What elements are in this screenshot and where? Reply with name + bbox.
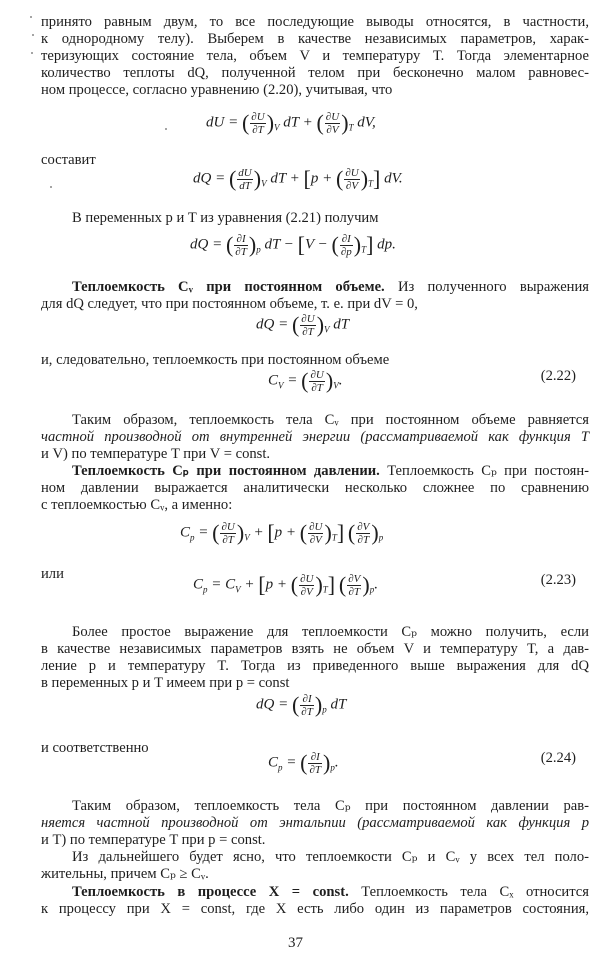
text-line: Из дальнейшего будет ясно, что теплоемкости Cₚ и Cᵥ у всех тел поло-: [72, 849, 589, 865]
scan-speck: [32, 34, 34, 36]
text-line: составит: [41, 152, 96, 168]
text-line: ном давлении выражается аналитически несколько сложнее по сравнению: [41, 480, 589, 496]
text-line: частной производной от внутренней энергии (рассматриваемой как функция T: [41, 429, 589, 445]
text-line: к процессу при X = const, где X есть либо один из параметров состояния,: [41, 901, 589, 917]
text-span: Из полученного выражения: [397, 279, 589, 295]
text-line: Таким образом, теплоемкость тела Cₚ при постоянном давлении рав-: [72, 798, 589, 814]
equation-Cp-3: $C_p$ = ( $\frac{\partial I}{\partial T}$ )$_p$. (2.24): [268, 750, 576, 776]
scan-speck: [31, 52, 33, 54]
text-line: Таким образом, теплоемкость тела Cᵥ при постоянном объеме равняется: [72, 412, 589, 428]
text-line: количество теплоты dQ, полученной телом при бесконечно малом равновес-: [41, 65, 589, 81]
text-line: принято равным двум, то все последующие выводы относятся, в частности,: [41, 14, 589, 30]
text-span: Теплоемкость Cₚ при постоян-: [387, 463, 589, 479]
heading-text: Теплоемкость в процессе X = const.: [72, 884, 349, 900]
section-heading-cp: [72, 463, 589, 480]
text-line: жительны, причем Cₚ ≥ Cᵥ.: [41, 866, 209, 882]
scan-speck: [50, 186, 52, 188]
section-heading-cx: [72, 884, 589, 901]
text-line: и, следовательно, теплоемкость при постоянном объеме: [41, 352, 390, 368]
equation-dQ-pT: dQ = ( $\frac{\partial I}{\partial T}$ )$_p$ dT − [V − ( $\frac{\partial I}{\partial p}$ )$_T$] dp.: [190, 232, 396, 258]
text-line: теризующих состояние тела, объем V и температуру T. Тогда элементарное: [41, 48, 589, 64]
text-line: в переменных p и T имеем при p = const: [41, 675, 290, 691]
page-number: 37: [288, 935, 303, 951]
heading-text: Теплоемкость Cᵥ при постоянном объеме.: [72, 279, 385, 295]
scan-speck: [30, 16, 32, 18]
equation-number: (2.22): [540, 368, 576, 384]
equation-Cp-2: $C_p = C_V + [p$ + ( $\frac{\partial U}{\partial V}$ )$_T$] ( $\frac{\partial V}{\partial T}$ )$_p$. (2.23): [193, 572, 576, 598]
text-line: ление p и температуру T. Тогда из приведенного выше выражения для dQ: [41, 658, 589, 674]
equation-dQ-constV: dQ = ( $\frac{\partial U}{\partial T}$ )$_V$ dT: [256, 312, 350, 338]
section-heading-cv: [72, 279, 589, 296]
text-line: в качестве независимых параметров взять не объем V и температуру T, а дав-: [41, 641, 589, 657]
text-line: или: [41, 566, 64, 582]
equation-number: (2.23): [540, 572, 576, 588]
text-line: и соответственно: [41, 740, 149, 756]
equation-dQ-VT: dQ = ( $\frac{dU}{dT}$ )$_V$ dT + [p + ( $\frac{\partial U}{\partial V}$ )$_T$] dV.: [193, 166, 403, 192]
text-line: Более простое выражение для теплоемкости Cₚ можно получить, если: [72, 624, 589, 640]
heading-text: Теплоемкость Cₚ при постоянном давлении.: [72, 463, 380, 479]
scan-speck: [165, 128, 167, 130]
equation-dU: dU = ( $\frac{\partial U}{\partial T}$ )$_V$ dT + ( $\frac{\partial U}{\partial V}$ )$_T$ dV,: [206, 110, 376, 136]
equation-Cv: $C_V$ = ( $\frac{\partial U}{\partial T}$ )$_V$. (2.22): [268, 368, 576, 394]
equation-number: (2.24): [540, 750, 576, 766]
equation-dQ-constp: dQ = ( $\frac{\partial I}{\partial T}$ )$_p$ dT: [256, 692, 347, 718]
text-line: В переменных p и T из уравнения (2.21) получим: [72, 210, 379, 226]
text-line: и V) по температуре T при V = const.: [41, 446, 271, 462]
text-line: для dQ следует, что при постоянном объеме, т. е. при dV = 0,: [41, 296, 418, 312]
text-line: с теплоемкостью Cᵥ, а именно:: [41, 497, 233, 513]
equation-Cp-1: $C_p$ = ( $\frac{\partial U}{\partial T}$ )$_V + [p$ + ( $\frac{\partial U}{\partial V}$ )$_T$] ( $\frac{\partial V}{\partial T}$ )$_p$: [180, 520, 384, 546]
text-line: к однородному телу). Выберем в качестве независимых параметров, харак-: [41, 31, 589, 47]
text-line: ном процессе, согласно уравнению (2.20), учитывая, что: [41, 82, 393, 98]
text-span: Теплоемкость тела Cₓ относится: [361, 884, 589, 900]
text-line: няется частной производной от энтальпии (рассматриваемой как функция p: [41, 815, 589, 831]
text-line: и T) по температуре T при p = const.: [41, 832, 266, 848]
